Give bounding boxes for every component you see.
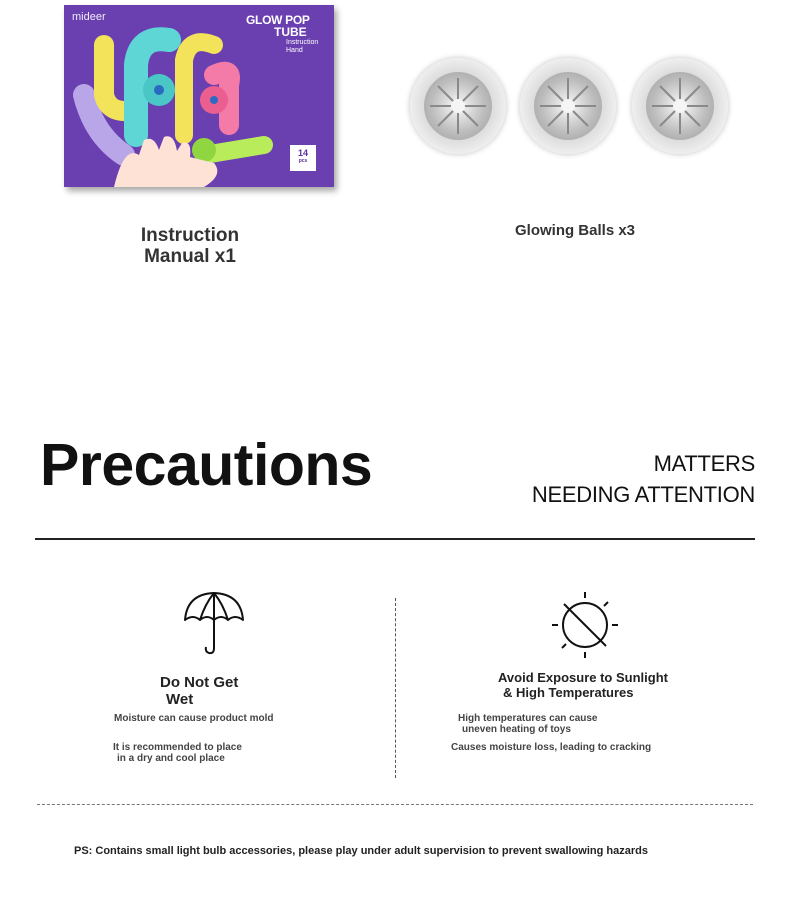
ps-note: PS: Contains small light bulb accessories, please play under adult supervision to prevent swallowing hazards — [74, 845, 648, 857]
vertical-divider — [395, 598, 396, 778]
no-sun-icon — [550, 590, 620, 660]
glowing-ball — [632, 58, 728, 154]
brand-logo: mideer — [72, 11, 106, 23]
tip-text-heating: High temperatures can cause uneven heating of toys — [458, 713, 598, 735]
instruction-manual-image — [64, 5, 334, 187]
tip-heading-wet: Do Not Get Wet — [160, 674, 239, 708]
manual-title-line1: GLOW POP — [246, 13, 310, 27]
instruction-manual-caption: Instruction Manual x1 — [140, 225, 240, 267]
manual-subtitle: Instruction Hand — [286, 39, 319, 54]
tip-text-cracking: Causes moisture loss, leading to cracking — [451, 742, 652, 753]
matters-needing-attention: MATTERS NEEDING ATTENTION — [531, 451, 755, 507]
glowing-ball — [520, 58, 616, 154]
manual-title-line2: TUBE — [274, 25, 307, 39]
tip-text-mold: Moisture can cause product mold — [114, 713, 274, 724]
section-divider — [35, 538, 755, 540]
tip-heading-sunlight: Avoid Exposure to Sunlight & High Temperatures — [498, 670, 668, 700]
tip-text-dry-place: It is recommended to place in a dry and cool place — [113, 742, 242, 764]
glowing-ball — [410, 58, 506, 154]
glowing-balls-caption: Glowing Balls x3 — [514, 222, 636, 239]
piece-count-badge: 14 pcs — [290, 145, 316, 171]
umbrella-icon — [183, 590, 245, 656]
dashed-divider — [37, 804, 753, 805]
precautions-title: Precautions — [40, 432, 373, 498]
